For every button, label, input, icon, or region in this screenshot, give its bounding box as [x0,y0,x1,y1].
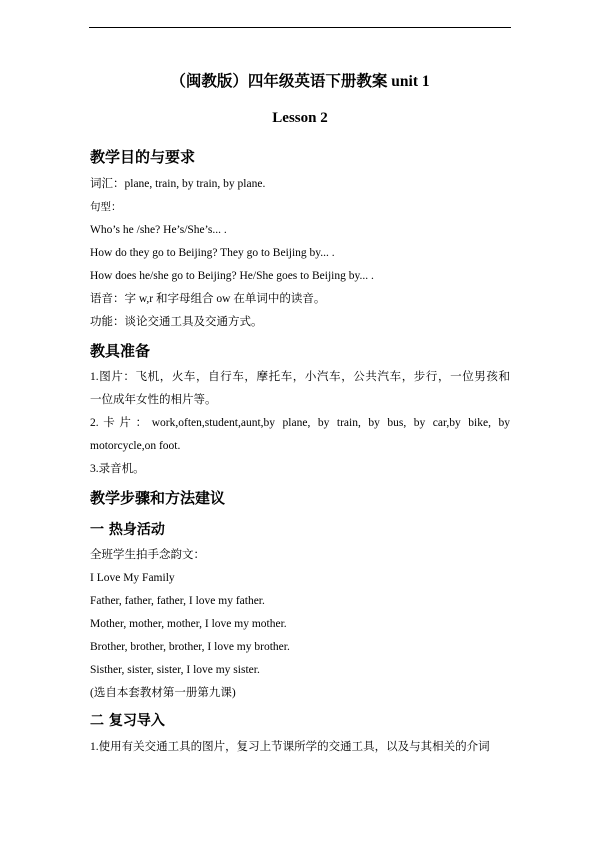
materials-item-3: 3.录音机。 [90,463,145,475]
rhyme-line-1: Father, father, father, I love my father. [90,595,265,607]
materials-item-2-line-1: 2.卡片：work,often,student,aunt,by plane, by train, by bus, by car,by bike, by [90,417,510,429]
section-heading-objectives: 教学目的与要求 [90,148,196,166]
rhyme-line-2: Mother, mother, mother, I love my mother. [90,618,287,630]
header-rule [89,27,511,28]
warmup-intro: 全班学生拍手念韵文： [90,549,205,561]
part-heading-warmup: 一 热身活动 [90,522,165,538]
section-heading-materials: 教具准备 [90,342,151,360]
review-line-1: 1.使用有关交通工具的图片，复习上节课所学的交通工具，以及与其相关的介词 [90,741,490,753]
sentence-pattern-1: Who’s he /she? He’s/She’s... . [90,224,227,236]
rhyme-line-3: Brother, brother, brother, I love my brother. [90,641,290,653]
document-title: （闽教版）四年级英语下册教案 unit 1 [170,73,430,90]
part-heading-review: 二 复习导入 [90,713,165,729]
materials-item-1-line-2: 一位成年女性的相片等。 [90,394,217,406]
phonics-line: 语音：字 w,r 和字母组合 ow 在单词中的读音。 [90,293,326,305]
lesson-subtitle: Lesson 2 [272,110,328,126]
rhyme-title: I Love My Family [90,572,175,584]
materials-item-2-line-2: motorcycle,on foot. [90,440,181,452]
materials-item-1-line-1: 1.图片：飞机，火车，自行车，摩托车，小汽车，公共汽车，步行，一位男孩和 [90,371,510,383]
vocab-line [90,177,510,191]
sentence-pattern-2: How do they go to Beijing? They go to Beijing by... . [90,247,335,259]
sentence-pattern-3: How does he/she go to Beijing? He/She goes to Beijing by... . [90,270,374,282]
function-line: 功能：谈论交通工具及交通方式。 [90,316,263,328]
section-heading-steps: 教学步骤和方法建议 [90,489,226,507]
document-body [90,72,510,754]
rhyme-source: (选自本套教材第一册第九课) [90,687,236,699]
rhyme-line-4: Sisther, sister, sister, I love my sister. [90,664,260,676]
sentences-label: 句型： [90,201,122,213]
vocab-text: 词汇：plane, train, by train, by plane. [90,178,266,190]
